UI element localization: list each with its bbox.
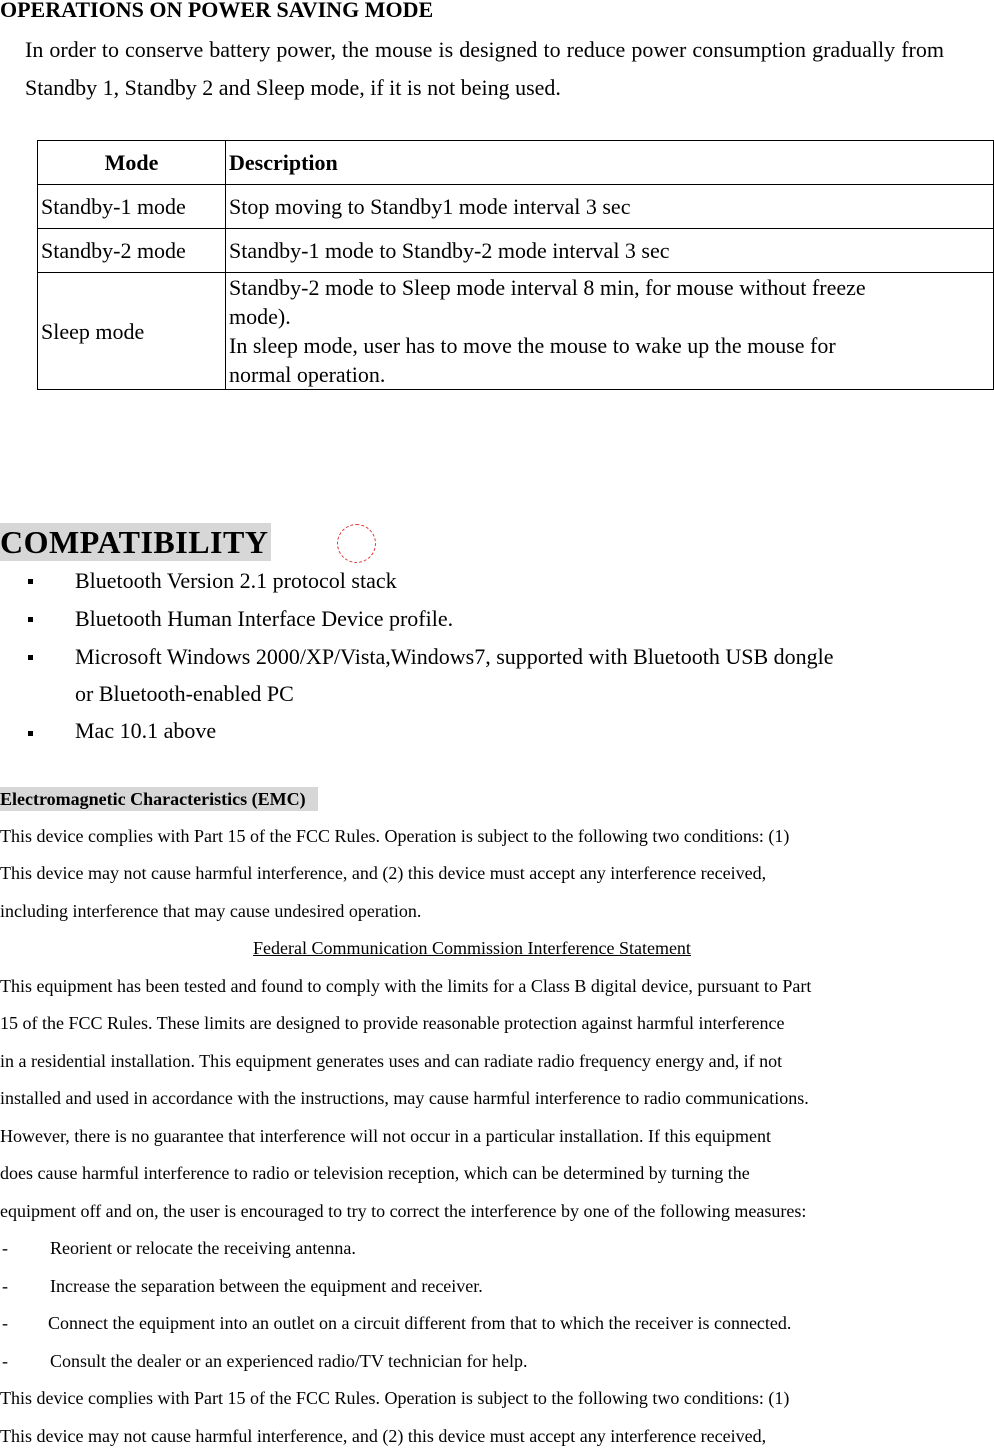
measure-item: Consult the dealer or an experienced radio/TV technician for help. (50, 1351, 528, 1371)
column-header-description: Description (226, 141, 994, 185)
bullet-icon (28, 579, 33, 584)
table-row (38, 229, 994, 273)
fcc-paragraph-line: does cause harmful interference to radio or television reception, which can be determined by turning the (0, 1163, 750, 1183)
fcc-paragraph-line: However, there is no guarantee that interference will not occur in a particular installation. If this equipment (0, 1126, 771, 1146)
dash-marker: - (2, 1238, 8, 1258)
section-heading-compatibility: COMPATIBILITY (0, 523, 271, 561)
table-row (38, 185, 994, 229)
description-line: In sleep mode, user has to move the mouse to wake up the mouse for (229, 333, 836, 358)
dash-marker: - (2, 1313, 8, 1333)
description-cell (226, 273, 994, 390)
bullet-icon (28, 655, 33, 660)
measure-item: Reorient or relocate the receiving antenna. (50, 1238, 356, 1258)
fcc-paragraph-line: installed and used in accordance with the instructions, may cause harmful interference to radio communications. (0, 1088, 809, 1108)
fcc-paragraph-line: This equipment has been tested and found to comply with the limits for a Class B digital device, pursuant to Part (0, 976, 812, 996)
table-header-row (38, 141, 994, 185)
description-line: Standby-2 mode to Sleep mode interval 8 min, for mouse without freeze (229, 275, 866, 300)
description-line: mode). (229, 304, 291, 329)
dash-marker: - (2, 1351, 8, 1371)
emc-paragraph-line: including interference that may cause undesired operation. (0, 901, 422, 921)
emc-paragraph-line: This device complies with Part 15 of the FCC Rules. Operation is subject to the following two conditions: (1) (0, 826, 790, 846)
section-heading-emc: Electromagnetic Characteristics (EMC) (0, 787, 318, 811)
compatibility-item: Microsoft Windows 2000/XP/Vista,Windows7, supported with Bluetooth USB dongle (75, 644, 834, 669)
section-heading-power-saving: OPERATIONS ON POWER SAVING MODE (0, 0, 434, 22)
emc-paragraph-line: This device complies with Part 15 of the FCC Rules. Operation is subject to the following two conditions: (1) (0, 1388, 790, 1408)
mode-cell: Standby-2 mode (38, 229, 226, 273)
description-cell (226, 185, 994, 229)
annotation-circle-mark (337, 524, 376, 563)
measure-item: Connect the equipment into an outlet on a circuit different from that to which the receiver is connected. (48, 1313, 792, 1333)
intro-paragraph: In order to conserve battery power, the mouse is designed to reduce power consumption gradually from Standby 1, Standby 2 and Sleep mode, if it is not being used. (25, 37, 944, 100)
description-line: Stop moving to Standby1 mode interval 3 sec (229, 194, 631, 219)
fcc-paragraph-line: equipment off and on, the user is encouraged to try to correct the interference by one of the following measures: (0, 1201, 807, 1221)
description-cell (226, 229, 994, 273)
bullet-icon (28, 617, 33, 622)
mode-cell: Standby-1 mode (38, 185, 226, 229)
measure-item: Increase the separation between the equipment and receiver. (50, 1276, 483, 1296)
power-mode-table (37, 140, 994, 390)
compatibility-item-continuation: or Bluetooth-enabled PC (75, 681, 294, 706)
mode-cell: Sleep mode (38, 273, 226, 390)
column-header-mode: Mode (38, 141, 226, 185)
emc-paragraph-line: This device may not cause harmful interference, and (2) this device must accept any interference received, (0, 1426, 767, 1446)
fcc-paragraph-line: 15 of the FCC Rules. These limits are designed to provide reasonable protection against harmful interference (0, 1013, 785, 1033)
fcc-paragraph-line: in a residential installation. This equipment generates uses and can radiate radio frequency energy and, if not (0, 1051, 783, 1071)
compatibility-item: Bluetooth Human Interface Device profile. (75, 606, 454, 631)
bullet-icon (28, 731, 33, 736)
compatibility-item: Mac 10.1 above (75, 718, 217, 743)
compatibility-item: Bluetooth Version 2.1 protocol stack (75, 568, 397, 593)
description-line: normal operation. (229, 362, 386, 387)
emc-paragraph-line: This device may not cause harmful interference, and (2) this device must accept any interference received, (0, 863, 767, 883)
fcc-statement-title: Federal Communication Commission Interference Statement (253, 938, 691, 958)
table-row (38, 273, 994, 390)
description-line: Standby-1 mode to Standby-2 mode interval 3 sec (229, 238, 670, 263)
dash-marker: - (2, 1276, 8, 1296)
